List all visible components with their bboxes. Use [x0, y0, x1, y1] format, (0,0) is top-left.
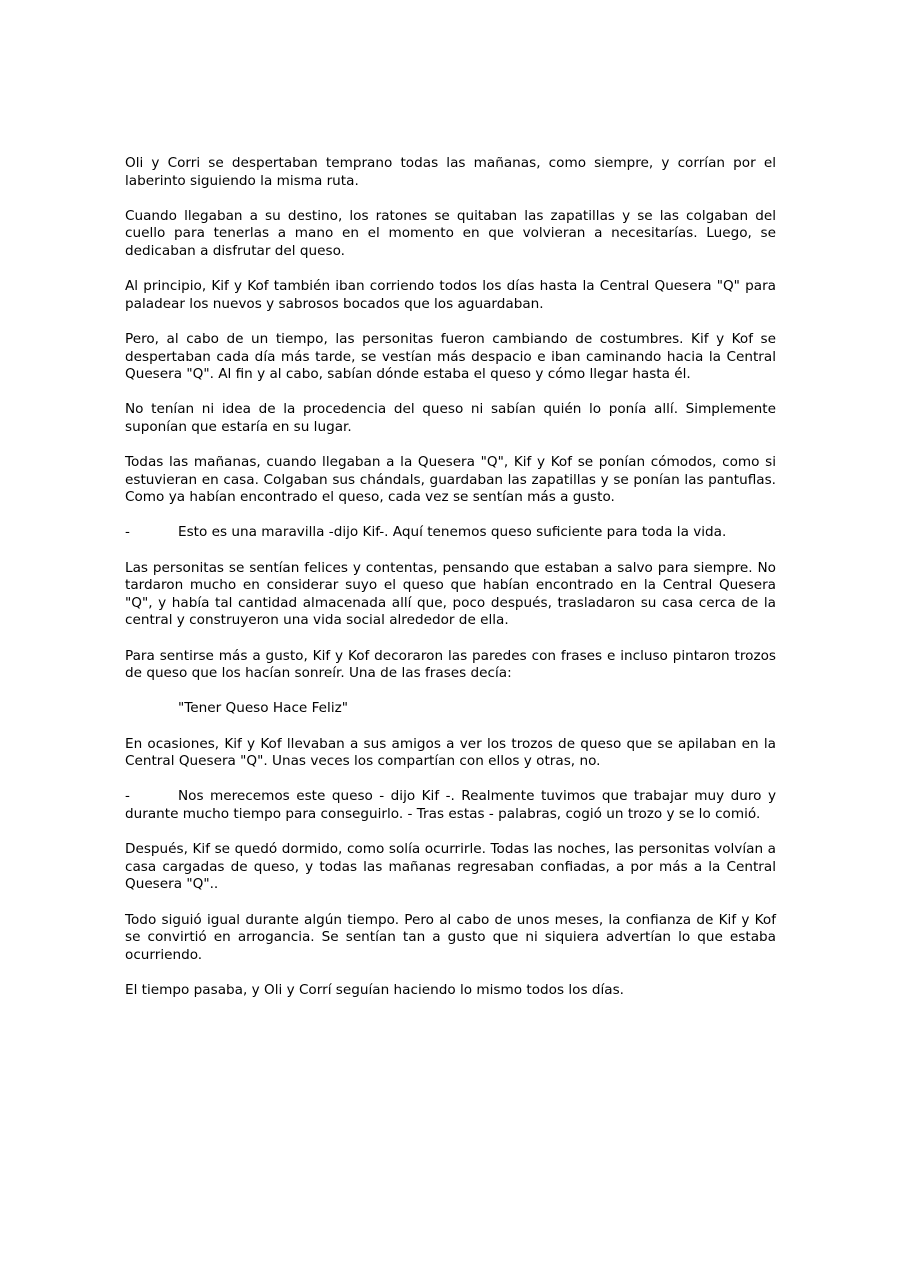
paragraph: Oli y Corri se despertaban temprano todas las mañanas, como siempre, y corrían por el laberinto siguiendo la misma ruta. [125, 155, 776, 189]
paragraph: Todas las mañanas, cuando llegaban a la Quesera "Q", Kif y Kof se ponían cómodos, como si estuvieran en casa. Colgaban sus chándals, guardaban las zapatillas y se ponían las pantuflas. Como ya habían encontrado el queso, cada vez se sentían más a gusto. [125, 454, 776, 506]
paragraph: Después, Kif se quedó dormido, como solía ocurrirle. Todas las noches, las personitas volvían a casa cargadas de queso, y todas las mañanas regresaban confiadas, a por más a la Central Quesera "Q".. [125, 841, 776, 893]
paragraph: En ocasiones, Kif y Kof llevaban a sus amigos a ver los trozos de queso que se apilaban en la Central Quesera "Q". Unas veces los compartían con ellos y otras, no. [125, 735, 776, 770]
paragraph: Las personitas se sentían felices y contentas, pensando que estaban a salvo para siempre. No tardaron mucho en considerar suyo el queso que habían encontrado en la Central Quesera "Q", y había tal cantidad almacenada allí que, poco después, trasladaron su casa cerca de la central y construyeron una vida social alrededor de ella. [125, 559, 776, 629]
paragraph: Al principio, Kif y Kof también iban corriendo todos los días hasta la Central Quesera "Q" para paladear los nuevos y sabrosos bocados que los aguardaban. [125, 278, 776, 312]
dialog-text: Esto es una maravilla -dijo Kif-. Aquí tenemos queso suficiente para toda la vida. [178, 524, 727, 541]
paragraph: Pero, al cabo de un tiempo, las personitas fueron cambiando de costumbres. Kif y Kof se despertaban cada día más tarde, se vestían más despacio e iban caminando hacia la Central Quesera "Q". Al fin y al cabo, sabían dónde estaba el queso y cómo llegar hasta él. [125, 330, 776, 383]
dialog-line [125, 524, 776, 542]
dialog-line [125, 788, 776, 823]
quoted-phrase: "Tener Queso Hace Feliz" [178, 700, 348, 717]
paragraph: No tenían ni idea de la procedencia del queso ni sabían quién lo ponía allí. Simplemente suponían que estaría en su lugar. [125, 401, 776, 435]
dialog-text: Nos merecemos este queso - dijo Kif -. Realmente tuvimos que trabajar muy duro y durante mucho tiempo para conseguirlo. - Tras estas - palabras, cogió un trozo y se lo comió. [125, 788, 776, 822]
dialog-dash: - [125, 524, 130, 541]
paragraph: Todo siguió igual durante algún tiempo. Pero al cabo de unos meses, la confianza de Kif y Kof se convirtió en arrogancia. Se sentían tan a gusto que ni siquiera advertían lo que estaba ocurriendo. [125, 911, 776, 963]
paragraph: Para sentirse más a gusto, Kif y Kof decoraron las paredes con frases e incluso pintaron trozos de queso que los hacían sonreír. Una de las frases decía: [125, 647, 776, 682]
document-body [125, 155, 776, 1000]
paragraph: El tiempo pasaba, y Oli y Corrí seguían haciendo lo mismo todos los días. [125, 981, 624, 998]
dialog-dash: - [125, 788, 130, 805]
paragraph: Cuando llegaban a su destino, los ratones se quitaban las zapatillas y se las colgaban del cuello para tenerlas a mano en el momento en que volvieran a necesitarías. Luego, se dedicaban a disfrutar del queso. [125, 207, 776, 259]
